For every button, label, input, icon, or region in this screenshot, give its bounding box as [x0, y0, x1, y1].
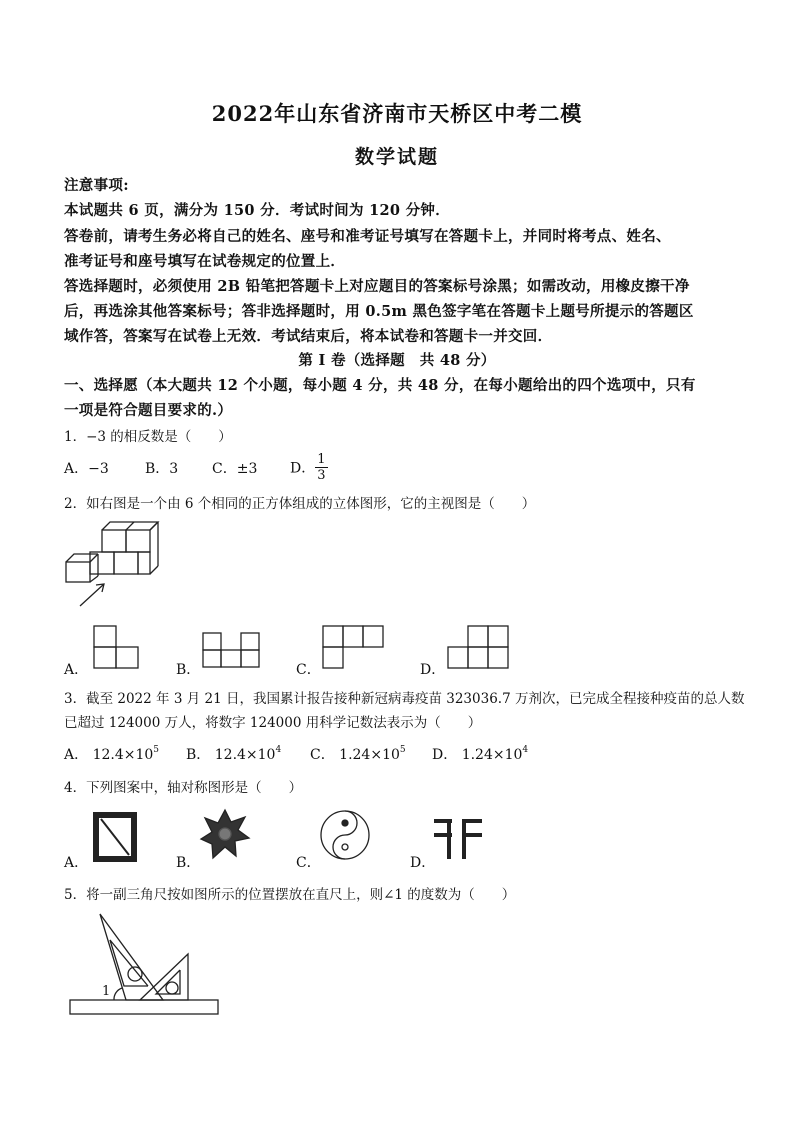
- q4-label-c: C．: [296, 855, 321, 871]
- cube-stack-figure: [60, 518, 170, 613]
- q3-option-d: [432, 744, 528, 764]
- notice-line: 准考证号和座号填写在试卷规定的位置上．: [64, 253, 346, 270]
- front-view-option: [202, 632, 262, 668]
- question-5-stem: 5．将一副三角尺按如图所示的位置摆放在直尺上，则∠1 的度数为（ ）: [64, 887, 516, 903]
- question-3-stem: 已超过 124000 万人，将数字 124000 用科学记数法表示为（ ）: [64, 715, 482, 731]
- yin-yang-icon: [318, 808, 372, 862]
- fraction-numerator: 1: [317, 452, 326, 467]
- front-view-option: [93, 625, 143, 670]
- page-title: 2022年山东省济南市天桥区中考二模: [211, 101, 583, 126]
- front-view-option: [447, 625, 511, 670]
- question-3-stem: 3．截至 2022 年 3 月 21 日，我国累计报告接种新冠病毒疫苗 323036.7 万剂次，已完成全程接种疫苗的总人数: [64, 691, 745, 707]
- angle-label: 1: [102, 984, 111, 999]
- option-exponent: 5: [153, 745, 160, 755]
- triangle-rulers-figure: [68, 910, 228, 1020]
- q2-label-c: C．: [296, 662, 321, 678]
- section-heading: 一、选择愿（本大题共 12 个小题，每小题 4 分，共 48 分，在每小题给出的四个选项中，只有: [64, 377, 696, 394]
- option-label: B．: [186, 747, 211, 763]
- option-label: A．: [64, 747, 89, 763]
- option-label: D．: [432, 747, 458, 763]
- question-1-stem: 1．−3 的相反数是（ ）: [64, 429, 232, 445]
- character-glyph-icon: [432, 815, 484, 861]
- option-exponent: 5: [399, 745, 406, 755]
- notice-line: 答选择题时，必须使用 2B 铅笔把答题卡上对应题目的答案标号涂黑；如需改动，用橡皮擦干净: [64, 278, 690, 295]
- pinwheel-icon: [200, 808, 250, 860]
- option-mantissa: 12.4×10: [214, 747, 276, 763]
- option-mantissa: 1.24×10: [339, 747, 400, 763]
- notice-line: 答卷前，请考生务必将自己的姓名、座号和准考证号填写在答题卡上，并同时将考点、姓名、: [64, 228, 671, 245]
- q2-label-a: A．: [64, 662, 89, 678]
- option-exponent: 4: [522, 745, 529, 755]
- q4-label-d: D．: [410, 855, 436, 871]
- square-diagonal-icon: [93, 812, 137, 862]
- q3-option-c: [310, 744, 406, 764]
- notice-line: 域作答，答案写在试卷上无效．考试结束后，将本试卷和答题卡一并交回．: [64, 328, 553, 345]
- fraction-denominator: 3: [317, 468, 326, 483]
- notice-heading: 注意事项:: [64, 177, 129, 194]
- part-title: 第 I 卷（选择题 共 48 分）: [298, 352, 496, 369]
- option-label: C．: [310, 747, 335, 763]
- option-mantissa: 1.24×10: [461, 747, 523, 763]
- option-exponent: 4: [275, 745, 282, 755]
- q1-option-d: [290, 452, 328, 483]
- front-view-option: [322, 625, 386, 670]
- q1-option-b: B．3: [145, 461, 179, 477]
- q2-label-b: B．: [176, 662, 201, 678]
- q3-option-b: [186, 744, 281, 764]
- notice-line: 后，再选涂其他答案标号；答非选择题时，用 0.5m 黑色签字笔在答题卡上题号所提示的答题区: [64, 303, 694, 320]
- notice-line: 本试题共 6 页，满分为 150 分．考试时间为 120 分钟．: [64, 202, 451, 219]
- q1-option-c: C．±3: [212, 461, 258, 477]
- q4-label-b: B．: [176, 855, 201, 871]
- q4-label-a: A．: [64, 855, 89, 871]
- question-2-stem: 2．如右图是一个由 6 个相同的正方体组成的立体图形，它的主视图是（ ）: [64, 496, 536, 512]
- section-heading: 一项是符合题目要求的.）: [64, 402, 233, 419]
- q1-option-a: A．−3: [64, 461, 109, 477]
- option-mantissa: 12.4×10: [92, 747, 154, 763]
- question-4-stem: 4．下列图案中，轴对称图形是（ ）: [64, 780, 303, 796]
- q1-fraction: [315, 452, 327, 483]
- q2-label-d: D．: [420, 662, 446, 678]
- q1-option-d-label: D．: [290, 460, 316, 477]
- q3-option-a: [64, 744, 159, 764]
- page-subtitle: 数学试题: [354, 146, 439, 168]
